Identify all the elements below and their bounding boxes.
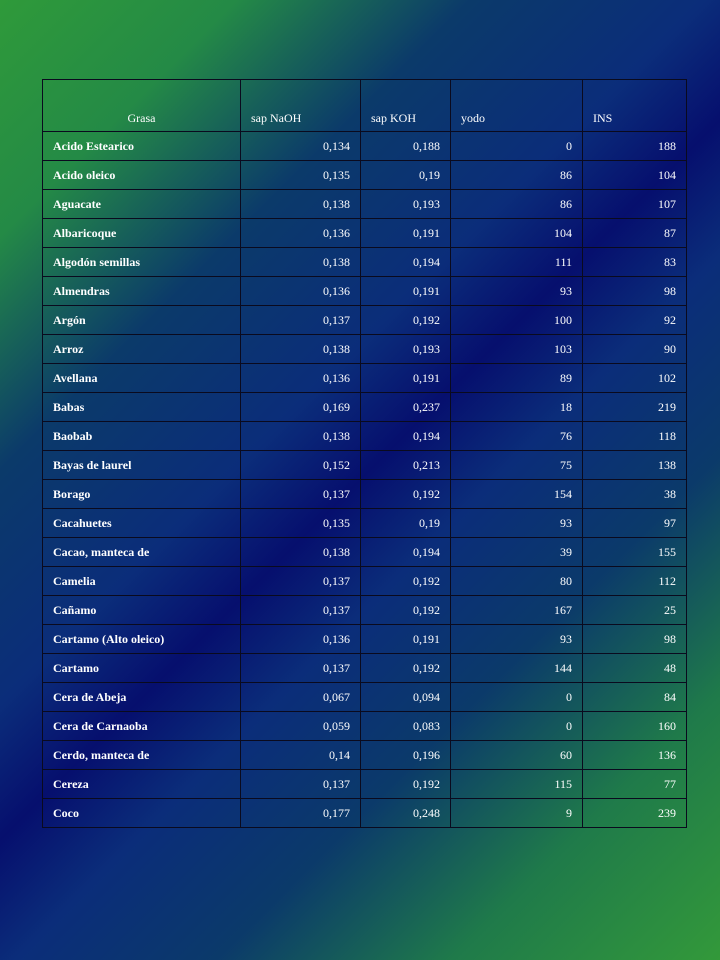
yodo-cell: 75 [451, 451, 583, 480]
table-row [43, 422, 687, 451]
ins-cell: 107 [583, 190, 687, 219]
table-row [43, 277, 687, 306]
sap-koh-cell: 0,192 [361, 306, 451, 335]
fat-name-cell: Aguacate [43, 190, 241, 219]
sap-naoh-cell: 0,136 [241, 277, 361, 306]
sap-naoh-cell: 0,067 [241, 683, 361, 712]
ins-cell: 25 [583, 596, 687, 625]
ins-cell: 239 [583, 799, 687, 828]
header-row [43, 80, 687, 132]
yodo-cell: 86 [451, 161, 583, 190]
sap-koh-cell: 0,213 [361, 451, 451, 480]
sap-koh-cell: 0,19 [361, 509, 451, 538]
ins-cell: 118 [583, 422, 687, 451]
sap-naoh-cell: 0,138 [241, 248, 361, 277]
yodo-cell: 0 [451, 712, 583, 741]
fat-name-cell: Acido Estearico [43, 132, 241, 161]
fat-name-cell: Camelia [43, 567, 241, 596]
fats-table [42, 79, 687, 828]
fat-name-cell: Coco [43, 799, 241, 828]
yodo-cell: 80 [451, 567, 583, 596]
sap-koh-cell: 0,191 [361, 364, 451, 393]
sap-koh-cell: 0,192 [361, 480, 451, 509]
sap-naoh-cell: 0,137 [241, 567, 361, 596]
yodo-cell: 100 [451, 306, 583, 335]
sap-naoh-cell: 0,138 [241, 190, 361, 219]
yodo-cell: 144 [451, 654, 583, 683]
table-row [43, 683, 687, 712]
sap-naoh-cell: 0,136 [241, 364, 361, 393]
table-row [43, 712, 687, 741]
yodo-cell: 93 [451, 509, 583, 538]
table-row [43, 335, 687, 364]
table-row [43, 364, 687, 393]
yodo-cell: 167 [451, 596, 583, 625]
yodo-cell: 104 [451, 219, 583, 248]
table-row [43, 654, 687, 683]
fat-name-cell: Cartamo [43, 654, 241, 683]
sap-koh-cell: 0,192 [361, 770, 451, 799]
sap-koh-cell: 0,192 [361, 654, 451, 683]
sap-naoh-cell: 0,059 [241, 712, 361, 741]
fat-name-cell: Bayas de laurel [43, 451, 241, 480]
yodo-cell: 86 [451, 190, 583, 219]
ins-cell: 90 [583, 335, 687, 364]
sap-naoh-cell: 0,137 [241, 306, 361, 335]
yodo-cell: 18 [451, 393, 583, 422]
header-sap-koh: sap KOH [361, 80, 451, 132]
ins-cell: 98 [583, 625, 687, 654]
yodo-cell: 9 [451, 799, 583, 828]
header-sap-naoh: sap NaOH [241, 80, 361, 132]
ins-cell: 219 [583, 393, 687, 422]
fat-name-cell: Cerdo, manteca de [43, 741, 241, 770]
sap-naoh-cell: 0,137 [241, 596, 361, 625]
sap-koh-cell: 0,094 [361, 683, 451, 712]
table-row [43, 248, 687, 277]
yodo-cell: 0 [451, 132, 583, 161]
ins-cell: 48 [583, 654, 687, 683]
fat-name-cell: Arroz [43, 335, 241, 364]
sap-naoh-cell: 0,138 [241, 538, 361, 567]
fat-name-cell: Argón [43, 306, 241, 335]
table-row [43, 770, 687, 799]
ins-cell: 104 [583, 161, 687, 190]
yodo-cell: 93 [451, 625, 583, 654]
sap-koh-cell: 0,193 [361, 335, 451, 364]
sap-koh-cell: 0,194 [361, 538, 451, 567]
sap-naoh-cell: 0,152 [241, 451, 361, 480]
ins-cell: 87 [583, 219, 687, 248]
ins-cell: 160 [583, 712, 687, 741]
sap-naoh-cell: 0,137 [241, 770, 361, 799]
sap-koh-cell: 0,196 [361, 741, 451, 770]
table-row [43, 393, 687, 422]
sap-naoh-cell: 0,14 [241, 741, 361, 770]
fat-name-cell: Babas [43, 393, 241, 422]
ins-cell: 84 [583, 683, 687, 712]
fat-name-cell: Baobab [43, 422, 241, 451]
sap-koh-cell: 0,191 [361, 625, 451, 654]
ins-cell: 38 [583, 480, 687, 509]
fat-name-cell: Acido oleico [43, 161, 241, 190]
fat-name-cell: Cera de Abeja [43, 683, 241, 712]
yodo-cell: 39 [451, 538, 583, 567]
fat-name-cell: Algodón semillas [43, 248, 241, 277]
ins-cell: 97 [583, 509, 687, 538]
table-row [43, 799, 687, 828]
table-row [43, 190, 687, 219]
sap-koh-cell: 0,192 [361, 567, 451, 596]
fat-name-cell: Cartamo (Alto oleico) [43, 625, 241, 654]
ins-cell: 188 [583, 132, 687, 161]
ins-cell: 102 [583, 364, 687, 393]
sap-naoh-cell: 0,138 [241, 335, 361, 364]
table-row [43, 538, 687, 567]
table-row [43, 567, 687, 596]
ins-cell: 138 [583, 451, 687, 480]
fat-name-cell: Borago [43, 480, 241, 509]
table-row [43, 451, 687, 480]
fat-name-cell: Cereza [43, 770, 241, 799]
table-row [43, 509, 687, 538]
sap-koh-cell: 0,188 [361, 132, 451, 161]
fat-name-cell: Avellana [43, 364, 241, 393]
sap-naoh-cell: 0,136 [241, 625, 361, 654]
sap-koh-cell: 0,191 [361, 277, 451, 306]
ins-cell: 83 [583, 248, 687, 277]
fat-name-cell: Almendras [43, 277, 241, 306]
yodo-cell: 115 [451, 770, 583, 799]
yodo-cell: 154 [451, 480, 583, 509]
sap-koh-cell: 0,237 [361, 393, 451, 422]
sap-koh-cell: 0,191 [361, 219, 451, 248]
table-row [43, 219, 687, 248]
sap-koh-cell: 0,248 [361, 799, 451, 828]
table-row [43, 741, 687, 770]
table-row [43, 161, 687, 190]
sap-naoh-cell: 0,135 [241, 161, 361, 190]
ins-cell: 98 [583, 277, 687, 306]
fat-name-cell: Albaricoque [43, 219, 241, 248]
sap-naoh-cell: 0,137 [241, 480, 361, 509]
yodo-cell: 111 [451, 248, 583, 277]
header-yodo: yodo [451, 80, 583, 132]
sap-koh-cell: 0,192 [361, 596, 451, 625]
table-row [43, 596, 687, 625]
yodo-cell: 93 [451, 277, 583, 306]
yodo-cell: 0 [451, 683, 583, 712]
fat-name-cell: Cera de Carnaoba [43, 712, 241, 741]
sap-koh-cell: 0,194 [361, 248, 451, 277]
sap-naoh-cell: 0,135 [241, 509, 361, 538]
yodo-cell: 89 [451, 364, 583, 393]
table-row [43, 306, 687, 335]
table-row [43, 132, 687, 161]
fat-name-cell: Cacao, manteca de [43, 538, 241, 567]
sap-naoh-cell: 0,138 [241, 422, 361, 451]
table-row [43, 625, 687, 654]
sap-koh-cell: 0,083 [361, 712, 451, 741]
sap-naoh-cell: 0,136 [241, 219, 361, 248]
fat-name-cell: Cañamo [43, 596, 241, 625]
fat-name-cell: Cacahuetes [43, 509, 241, 538]
yodo-cell: 76 [451, 422, 583, 451]
sap-naoh-cell: 0,177 [241, 799, 361, 828]
yodo-cell: 103 [451, 335, 583, 364]
ins-cell: 155 [583, 538, 687, 567]
ins-cell: 136 [583, 741, 687, 770]
header-grasa: Grasa [43, 80, 241, 132]
table-row [43, 480, 687, 509]
ins-cell: 77 [583, 770, 687, 799]
sap-naoh-cell: 0,137 [241, 654, 361, 683]
ins-cell: 112 [583, 567, 687, 596]
sap-naoh-cell: 0,134 [241, 132, 361, 161]
ins-cell: 92 [583, 306, 687, 335]
yodo-cell: 60 [451, 741, 583, 770]
sap-koh-cell: 0,19 [361, 161, 451, 190]
sap-naoh-cell: 0,169 [241, 393, 361, 422]
sap-koh-cell: 0,194 [361, 422, 451, 451]
sap-koh-cell: 0,193 [361, 190, 451, 219]
header-ins: INS [583, 80, 687, 132]
